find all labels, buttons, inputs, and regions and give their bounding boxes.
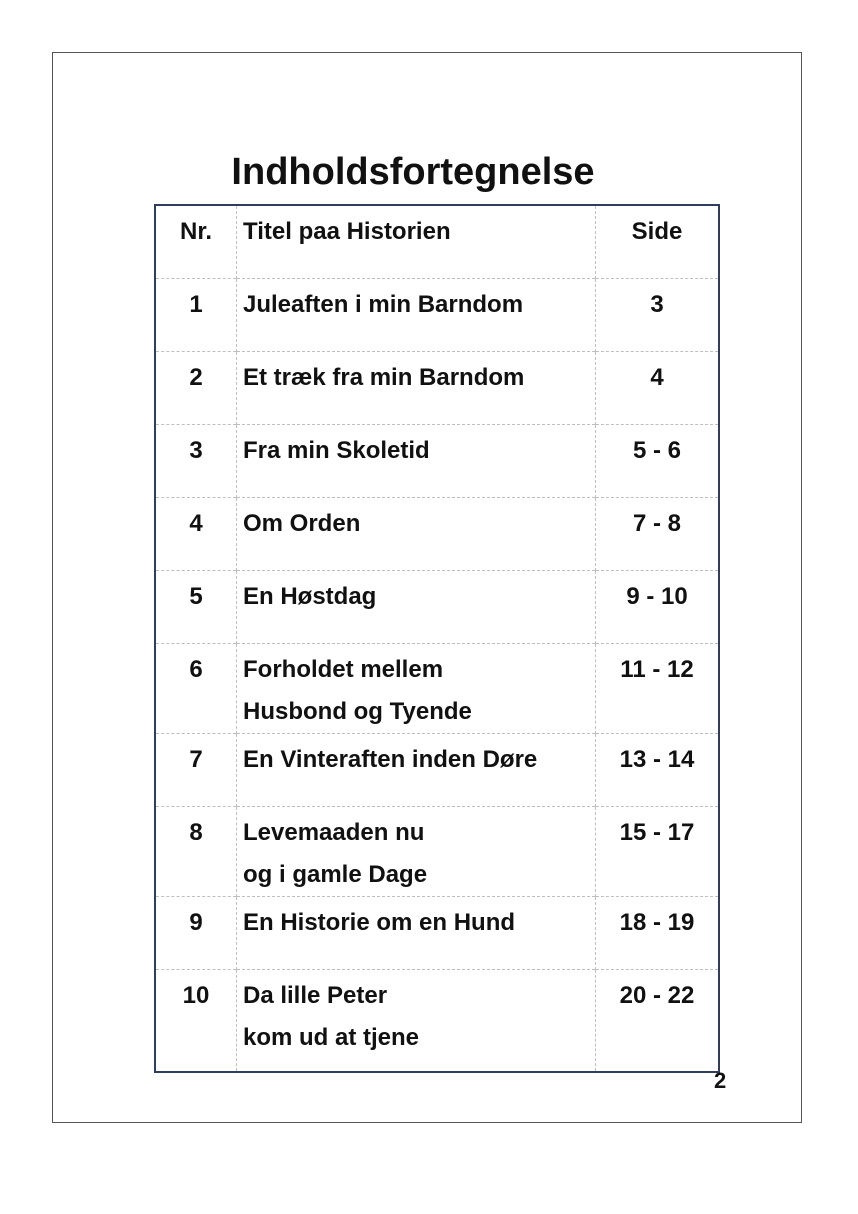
row-title-line1: Om Orden — [243, 510, 361, 537]
row-page: 7 - 8 — [596, 498, 720, 571]
row-title-line1: En Høstdag — [243, 583, 377, 610]
row-page: 11 - 12 — [596, 644, 720, 734]
table-row — [155, 352, 719, 425]
row-title-line1: Et træk fra min Barndom — [243, 364, 525, 391]
row-page: 13 - 14 — [596, 734, 720, 807]
row-title-line1: En Historie om en Hund — [243, 909, 516, 936]
row-nr: 5 — [155, 571, 237, 644]
row-title-line1: Da lille Peter — [243, 982, 388, 1009]
row-page: 3 — [596, 279, 720, 352]
row-page: 4 — [596, 352, 720, 425]
row-nr: 2 — [155, 352, 237, 425]
row-page: 9 - 10 — [596, 571, 720, 644]
header-nr: Nr. — [179, 218, 212, 245]
row-nr: 10 — [155, 970, 237, 1073]
row-nr: 3 — [155, 425, 237, 498]
row-nr: 1 — [155, 279, 237, 352]
row-title — [237, 571, 596, 644]
header-page: Side — [596, 205, 720, 279]
row-page: 20 - 22 — [596, 970, 720, 1073]
table-row — [155, 498, 719, 571]
row-nr: 4 — [155, 498, 237, 571]
page-number: 2 — [714, 1068, 727, 1093]
table-row — [155, 644, 719, 734]
row-page: 18 - 19 — [596, 897, 720, 970]
row-page: 5 - 6 — [596, 425, 720, 498]
row-title — [237, 807, 596, 897]
row-title-line1: Forholdet mellem — [243, 656, 444, 683]
page-title: Indholdsfortegnelse — [231, 151, 595, 194]
table-header-row — [155, 205, 719, 279]
row-title-line2: kom ud at tjene — [243, 1024, 420, 1051]
row-title — [237, 279, 596, 352]
row-title — [237, 644, 596, 734]
row-title — [237, 425, 596, 498]
row-title-line2: Husbond og Tyende — [243, 698, 472, 725]
row-title-line1: Levemaaden nu — [243, 819, 425, 846]
table-row — [155, 734, 719, 807]
row-title-line2: og i gamle Dage — [243, 861, 428, 888]
table-row — [155, 807, 719, 897]
table-row — [155, 425, 719, 498]
row-nr: 6 — [155, 644, 237, 734]
row-nr: 8 — [155, 807, 237, 897]
row-title — [237, 352, 596, 425]
row-title-line1: Fra min Skoletid — [243, 437, 430, 464]
header-title: Titel paa Historien — [237, 205, 596, 279]
row-title — [237, 498, 596, 571]
row-nr: 7 — [155, 734, 237, 807]
table-row — [155, 897, 719, 970]
table-row — [155, 279, 719, 352]
row-title — [237, 970, 596, 1073]
row-title — [237, 897, 596, 970]
row-page: 15 - 17 — [596, 807, 720, 897]
row-title — [237, 734, 596, 807]
table-row — [155, 970, 719, 1073]
table-row — [155, 571, 719, 644]
row-nr: 9 — [155, 897, 237, 970]
row-title-line1: En Vinteraften inden Døre — [243, 746, 538, 773]
table-of-contents — [154, 204, 720, 1073]
row-title-line1: Juleaften i min Barndom — [243, 291, 524, 318]
